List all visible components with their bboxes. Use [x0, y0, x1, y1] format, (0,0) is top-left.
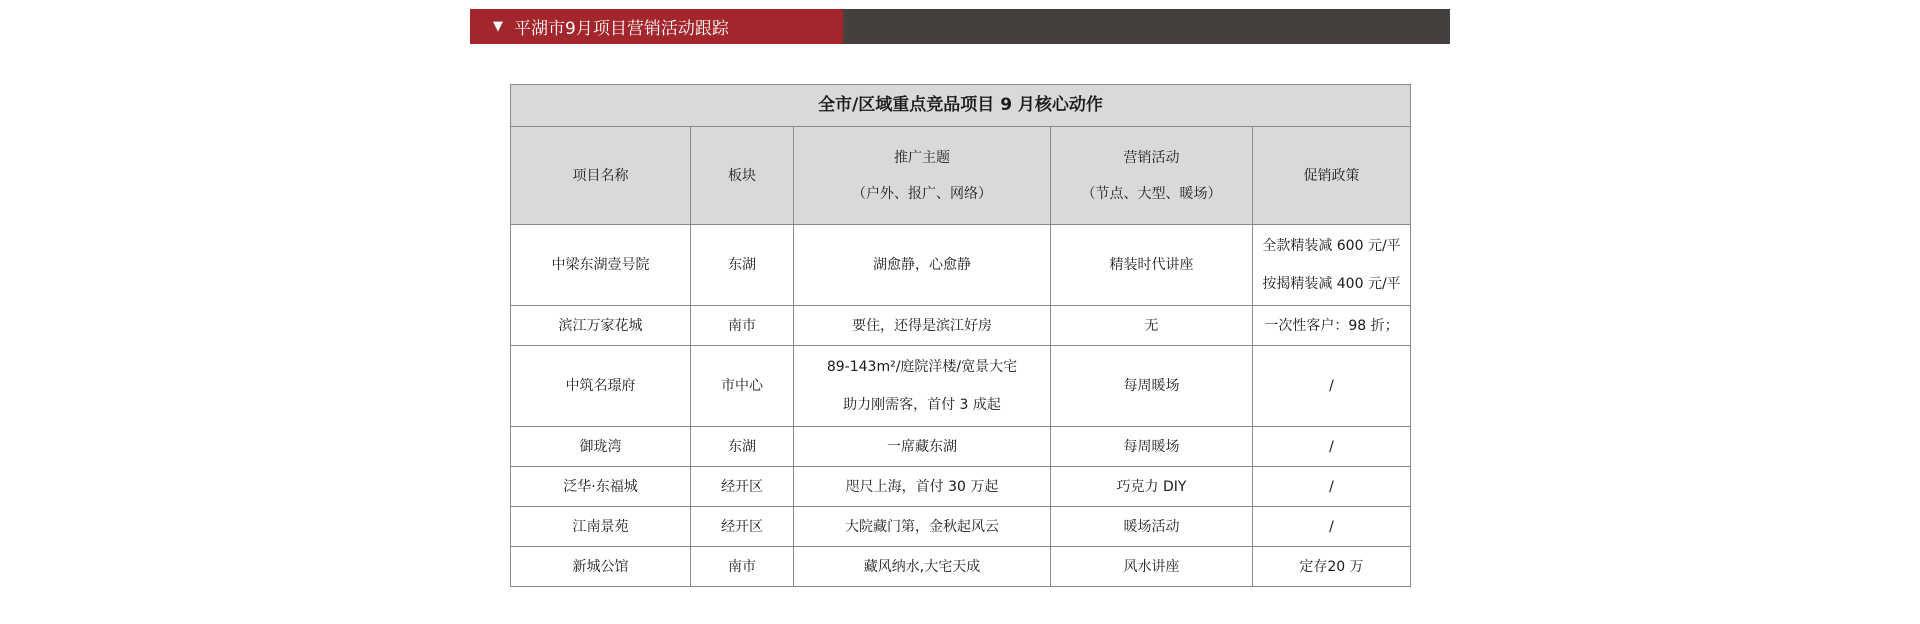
cell-marketing-activity: 暖场活动 — [1051, 507, 1253, 547]
cell-promotion-policy-line: 全款精装减 600 元/平 — [1262, 238, 1401, 254]
table-row — [511, 306, 1411, 346]
cell-project-name: 中筑名璟府 — [511, 346, 691, 427]
cell-promo-theme-line: 要住，还得是滨江好房 — [852, 317, 992, 334]
cell-project-name: 滨江万家花城 — [511, 306, 691, 346]
cell-promo-theme — [794, 507, 1051, 547]
cell-marketing-activity: 精装时代讲座 — [1051, 225, 1253, 306]
cell-marketing-activity: 每周暖场 — [1051, 427, 1253, 467]
header-project-name: 项目名称 — [511, 127, 691, 225]
cell-promotion-policy-line: 定存20 万 — [1299, 558, 1364, 575]
cell-project-name: 江南景苑 — [511, 507, 691, 547]
banner-title-block — [470, 9, 843, 44]
cell-promo-theme-line: 咫尺上海，首付 30 万起 — [845, 478, 999, 495]
cell-promo-theme-line: 一席藏东湖 — [887, 438, 957, 455]
banner-title: 平湖市9月项目营销活动跟踪 — [514, 19, 729, 39]
cell-marketing-activity: 无 — [1051, 306, 1253, 346]
cell-promotion-policy-line: 按揭精装减 400 元/平 — [1262, 276, 1401, 292]
header-promo-theme: 推广主题 （户外、报广、网络） — [794, 127, 1051, 225]
cell-promo-theme — [794, 467, 1051, 507]
cell-promo-theme-line: 大院藏门第，金秋起风云 — [845, 518, 999, 535]
section-banner — [470, 9, 1450, 44]
table-row — [511, 507, 1411, 547]
table-row — [511, 427, 1411, 467]
cell-promotion-policy — [1253, 225, 1411, 306]
header-promotion-policy: 促销政策 — [1253, 127, 1411, 225]
competitor-actions-table — [510, 84, 1411, 587]
cell-project-name: 中梁东湖壹号院 — [511, 225, 691, 306]
cell-promotion-policy — [1253, 467, 1411, 507]
cell-district: 经开区 — [691, 467, 794, 507]
header-marketing-activity: 营销活动 （节点、大型、暖场） — [1051, 127, 1253, 225]
cell-marketing-activity: 每周暖场 — [1051, 346, 1253, 427]
table-row — [511, 346, 1411, 427]
cell-project-name: 新城公馆 — [511, 547, 691, 587]
cell-promotion-policy-line: / — [1329, 518, 1334, 535]
cell-project-name: 泛华·东福城 — [511, 467, 691, 507]
cell-district: 东湖 — [691, 427, 794, 467]
cell-marketing-activity: 风水讲座 — [1051, 547, 1253, 587]
header-district: 板块 — [691, 127, 794, 225]
cell-district: 南市 — [691, 306, 794, 346]
cell-promotion-policy — [1253, 346, 1411, 427]
cell-promotion-policy-line: / — [1329, 378, 1334, 394]
cell-promo-theme-line: 助力刚需客，首付 3 成起 — [843, 397, 1001, 413]
cell-promotion-policy-line: 一次性客户：98 折； — [1264, 317, 1399, 334]
cell-promotion-policy — [1253, 547, 1411, 587]
cell-district: 市中心 — [691, 346, 794, 427]
cell-promo-theme — [794, 346, 1051, 427]
cell-promotion-policy — [1253, 427, 1411, 467]
cell-promo-theme — [794, 427, 1051, 467]
cell-district: 经开区 — [691, 507, 794, 547]
cell-promo-theme — [794, 225, 1051, 306]
cell-district: 东湖 — [691, 225, 794, 306]
cell-promo-theme-line: 藏风纳水,大宅天成 — [863, 558, 981, 575]
cell-district: 南市 — [691, 547, 794, 587]
triangle-down-icon: ▼ — [493, 19, 503, 34]
cell-promotion-policy — [1253, 306, 1411, 346]
cell-promotion-policy-line: / — [1329, 438, 1334, 455]
cell-promo-theme-line: 湖愈静，心愈静 — [873, 257, 971, 273]
table-title: 全市/区域重点竞品项目 9 月核心动作 — [511, 85, 1411, 127]
cell-promo-theme — [794, 547, 1051, 587]
cell-promotion-policy-line: / — [1329, 478, 1334, 495]
cell-project-name: 御珑湾 — [511, 427, 691, 467]
table-row — [511, 547, 1411, 587]
table-row — [511, 467, 1411, 507]
cell-promo-theme — [794, 306, 1051, 346]
table-row — [511, 225, 1411, 306]
cell-promotion-policy — [1253, 507, 1411, 547]
cell-promo-theme-line: 89-143m²/庭院洋楼/宽景大宅 — [826, 359, 1018, 375]
cell-marketing-activity: 巧克力 DIY — [1051, 467, 1253, 507]
